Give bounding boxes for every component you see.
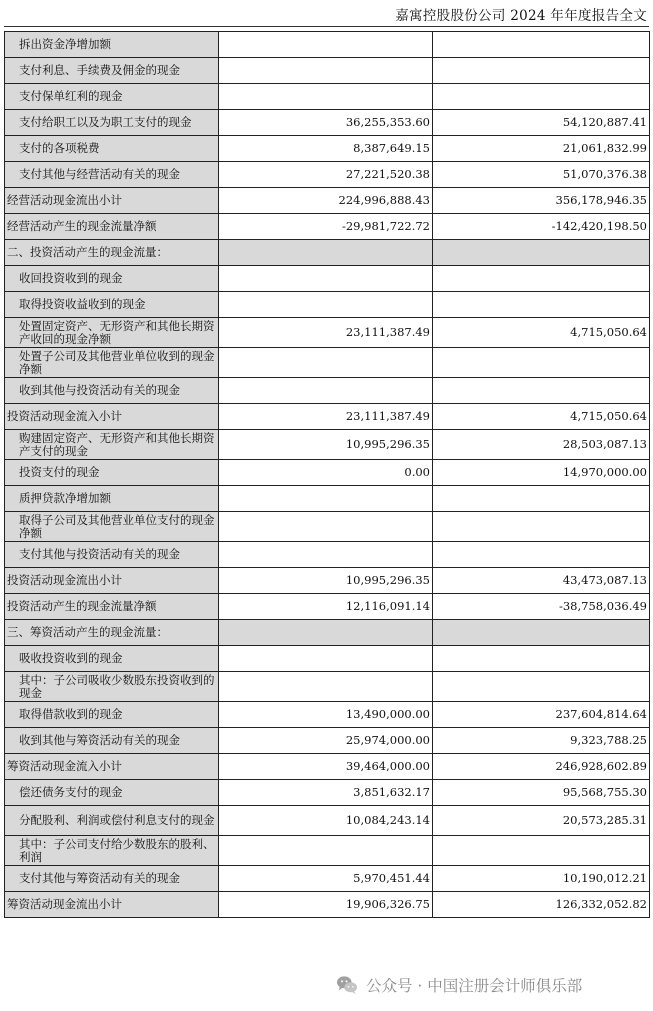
previous-period-amount xyxy=(433,32,650,58)
table-row xyxy=(5,378,650,404)
current-period-amount xyxy=(219,646,433,672)
previous-period-amount: 54,120,887.41 xyxy=(433,110,650,136)
current-period-amount: 10,084,243.14 xyxy=(219,806,433,836)
table-row xyxy=(5,240,650,266)
table-row xyxy=(5,836,650,866)
row-label: 支付的各项税费 xyxy=(5,136,219,162)
current-period-amount: 27,221,520.38 xyxy=(219,162,433,188)
current-period-amount: 19,906,326.75 xyxy=(219,892,433,918)
current-period-amount xyxy=(219,32,433,58)
row-label: 其中：子公司吸收少数股东投资收到的现金 xyxy=(5,672,219,702)
wechat-icon xyxy=(336,975,358,995)
previous-period-amount xyxy=(433,348,650,378)
watermark-text: 公众号 · 中国注册会计师俱乐部 xyxy=(366,977,583,995)
table-row xyxy=(5,214,650,240)
previous-period-amount: 4,715,050.64 xyxy=(433,404,650,430)
table-row xyxy=(5,754,650,780)
previous-period-amount xyxy=(433,512,650,542)
row-label: 支付保单红利的现金 xyxy=(5,84,219,110)
row-label: 收到其他与筹资活动有关的现金 xyxy=(5,728,219,754)
row-label: 质押贷款净增加额 xyxy=(5,486,219,512)
row-label: 偿还债务支付的现金 xyxy=(5,780,219,806)
current-period-amount xyxy=(219,620,433,646)
current-period-amount: 10,995,296.35 xyxy=(219,568,433,594)
previous-period-amount: 4,715,050.64 xyxy=(433,318,650,348)
table-row xyxy=(5,430,650,460)
row-label: 收到其他与投资活动有关的现金 xyxy=(5,378,219,404)
row-label: 取得子公司及其他营业单位支付的现金净额 xyxy=(5,512,219,542)
current-period-amount: 5,970,451.44 xyxy=(219,866,433,892)
row-label: 支付其他与筹资活动有关的现金 xyxy=(5,866,219,892)
table-row xyxy=(5,348,650,378)
previous-period-amount xyxy=(433,84,650,110)
current-period-amount xyxy=(219,378,433,404)
current-period-amount xyxy=(219,240,433,266)
table-row xyxy=(5,892,650,918)
table-row xyxy=(5,84,650,110)
current-period-amount xyxy=(219,672,433,702)
current-period-amount: 12,116,091.14 xyxy=(219,594,433,620)
current-period-amount: 39,464,000.00 xyxy=(219,754,433,780)
previous-period-amount xyxy=(433,672,650,702)
current-period-amount: 23,111,387.49 xyxy=(219,318,433,348)
row-label: 分配股利、利润或偿付利息支付的现金 xyxy=(5,806,219,836)
table-row xyxy=(5,266,650,292)
previous-period-amount xyxy=(433,542,650,568)
row-label: 筹资活动现金流出小计 xyxy=(5,892,219,918)
current-period-amount xyxy=(219,292,433,318)
table-row xyxy=(5,568,650,594)
previous-period-amount: -142,420,198.50 xyxy=(433,214,650,240)
previous-period-amount: 10,190,012.21 xyxy=(433,866,650,892)
current-period-amount xyxy=(219,348,433,378)
table-row xyxy=(5,512,650,542)
table-row xyxy=(5,318,650,348)
row-label: 处置固定资产、无形资产和其他长期资产收回的现金净额 xyxy=(5,318,219,348)
current-period-amount: 3,851,632.17 xyxy=(219,780,433,806)
row-label: 投资活动产生的现金流量净额 xyxy=(5,594,219,620)
current-period-amount: 25,974,000.00 xyxy=(219,728,433,754)
current-period-amount xyxy=(219,836,433,866)
table-row xyxy=(5,620,650,646)
table-row xyxy=(5,542,650,568)
previous-period-amount xyxy=(433,240,650,266)
row-label: 投资支付的现金 xyxy=(5,460,219,486)
current-period-amount: 224,996,888.43 xyxy=(219,188,433,214)
previous-period-amount xyxy=(433,266,650,292)
previous-period-amount: 43,473,087.13 xyxy=(433,568,650,594)
table-row xyxy=(5,486,650,512)
current-period-amount: 36,255,353.60 xyxy=(219,110,433,136)
table-row xyxy=(5,162,650,188)
previous-period-amount: 9,323,788.25 xyxy=(433,728,650,754)
row-label: 其中：子公司支付给少数股东的股利、利润 xyxy=(5,836,219,866)
previous-period-amount xyxy=(433,378,650,404)
report-header-title: 嘉寓控股股份公司 2024 年年度报告全文 xyxy=(395,8,647,24)
row-label: 二、投资活动产生的现金流量： xyxy=(5,240,219,266)
current-period-amount xyxy=(219,486,433,512)
table-row xyxy=(5,110,650,136)
previous-period-amount: 246,928,602.89 xyxy=(433,754,650,780)
row-label: 拆出资金净增加额 xyxy=(5,32,219,58)
current-period-amount: 8,387,649.15 xyxy=(219,136,433,162)
previous-period-amount: -38,758,036.49 xyxy=(433,594,650,620)
row-label: 经营活动产生的现金流量净额 xyxy=(5,214,219,240)
previous-period-amount: 356,178,946.35 xyxy=(433,188,650,214)
row-label: 收回投资收到的现金 xyxy=(5,266,219,292)
row-label: 取得借款收到的现金 xyxy=(5,702,219,728)
row-label: 支付给职工以及为职工支付的现金 xyxy=(5,110,219,136)
row-label: 投资活动现金流入小计 xyxy=(5,404,219,430)
row-label: 筹资活动现金流入小计 xyxy=(5,754,219,780)
previous-period-amount: 51,070,376.38 xyxy=(433,162,650,188)
current-period-amount xyxy=(219,266,433,292)
table-row xyxy=(5,728,650,754)
table-row xyxy=(5,136,650,162)
table-row xyxy=(5,292,650,318)
previous-period-amount xyxy=(433,292,650,318)
row-label: 购建固定资产、无形资产和其他长期资产支付的现金 xyxy=(5,430,219,460)
row-label: 经营活动现金流出小计 xyxy=(5,188,219,214)
current-period-amount: 13,490,000.00 xyxy=(219,702,433,728)
previous-period-amount xyxy=(433,620,650,646)
previous-period-amount xyxy=(433,836,650,866)
current-period-amount: -29,981,722.72 xyxy=(219,214,433,240)
current-period-amount: 23,111,387.49 xyxy=(219,404,433,430)
row-label: 吸收投资收到的现金 xyxy=(5,646,219,672)
previous-period-amount: 14,970,000.00 xyxy=(433,460,650,486)
current-period-amount: 0.00 xyxy=(219,460,433,486)
table-row xyxy=(5,32,650,58)
row-label: 支付其他与经营活动有关的现金 xyxy=(5,162,219,188)
table-row xyxy=(5,806,650,836)
current-period-amount xyxy=(219,542,433,568)
previous-period-amount xyxy=(433,646,650,672)
previous-period-amount: 237,604,814.64 xyxy=(433,702,650,728)
row-label: 投资活动现金流出小计 xyxy=(5,568,219,594)
previous-period-amount xyxy=(433,486,650,512)
table-row xyxy=(5,58,650,84)
previous-period-amount: 28,503,087.13 xyxy=(433,430,650,460)
watermark xyxy=(336,974,582,996)
row-label: 处置子公司及其他营业单位收到的现金净额 xyxy=(5,348,219,378)
previous-period-amount: 21,061,832.99 xyxy=(433,136,650,162)
cash-flow-table xyxy=(4,31,650,918)
table-row xyxy=(5,188,650,214)
previous-period-amount: 126,332,052.82 xyxy=(433,892,650,918)
row-label: 支付利息、手续费及佣金的现金 xyxy=(5,58,219,84)
row-label: 三、筹资活动产生的现金流量： xyxy=(5,620,219,646)
table-row xyxy=(5,404,650,430)
table-row xyxy=(5,780,650,806)
table-row xyxy=(5,460,650,486)
row-label: 支付其他与投资活动有关的现金 xyxy=(5,542,219,568)
current-period-amount xyxy=(219,58,433,84)
table-row xyxy=(5,702,650,728)
table-row xyxy=(5,594,650,620)
previous-period-amount xyxy=(433,58,650,84)
current-period-amount: 10,995,296.35 xyxy=(219,430,433,460)
current-period-amount xyxy=(219,512,433,542)
table-row xyxy=(5,646,650,672)
previous-period-amount: 20,573,285.31 xyxy=(433,806,650,836)
table-row xyxy=(5,672,650,702)
table-row xyxy=(5,866,650,892)
current-period-amount xyxy=(219,84,433,110)
row-label: 取得投资收益收到的现金 xyxy=(5,292,219,318)
header-rule xyxy=(4,26,649,27)
previous-period-amount: 95,568,755.30 xyxy=(433,780,650,806)
